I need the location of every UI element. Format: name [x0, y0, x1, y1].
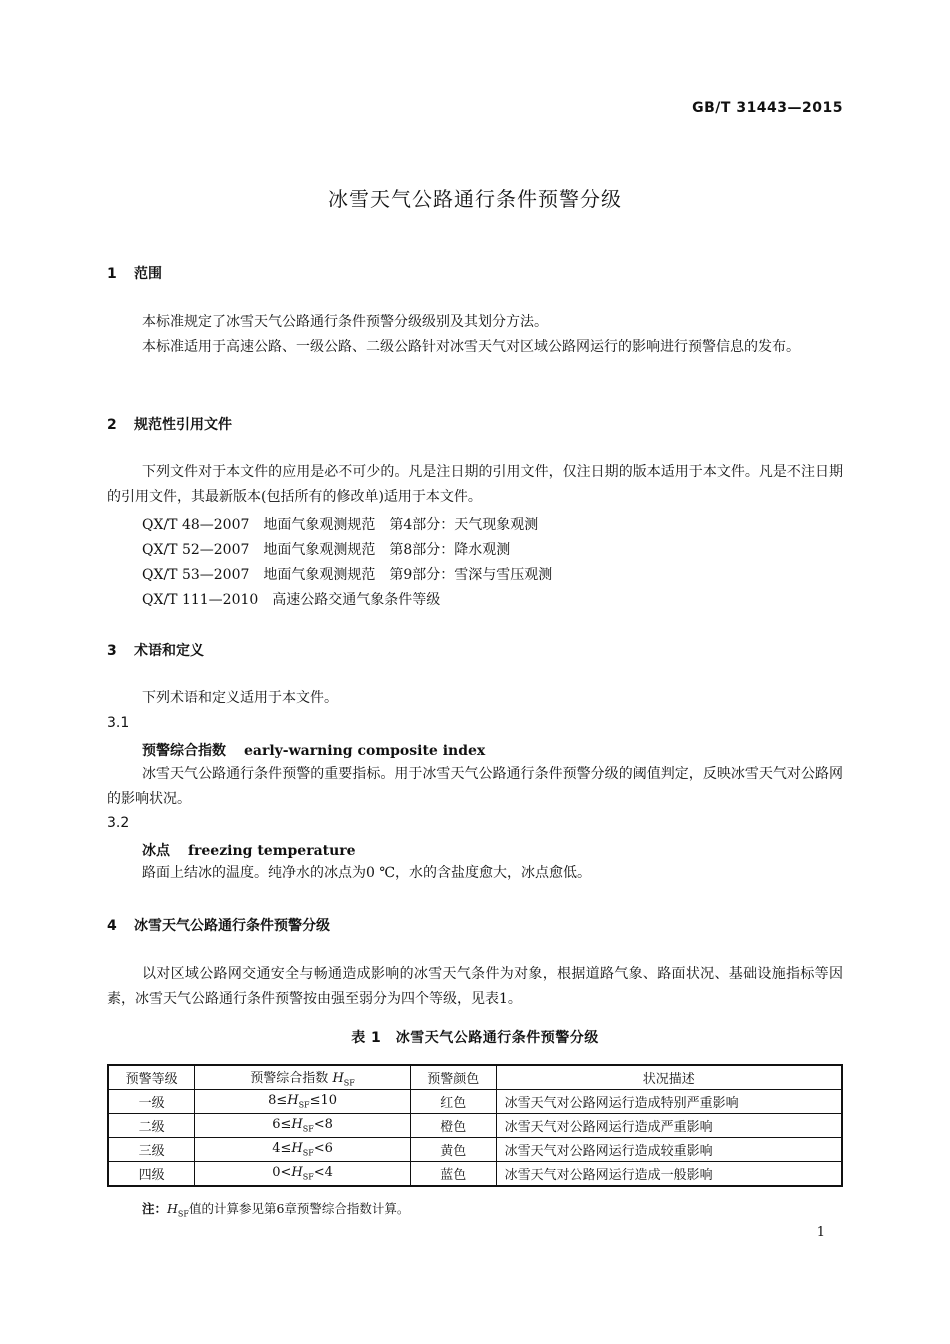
cell-index-range	[195, 1162, 411, 1187]
term-name	[142, 740, 485, 760]
header-color: 预警颜色	[410, 1065, 496, 1090]
variable-subscript: SF	[302, 1124, 314, 1134]
section-3-intro: 下列术语和定义适用于本文件。	[142, 690, 338, 706]
warning-grade-table	[107, 1064, 843, 1187]
section-2-paragraph: 下列文件对于本文件的应用是必不可少的。凡是注日期的引用文件，仅注日期的版本适用于本文件。凡是不注日期的引用文件，其最新版本(包括所有的修改单)适用于本文件。	[107, 464, 843, 505]
section-4-heading	[107, 915, 330, 935]
term-name-zh: 预警综合指数	[142, 743, 226, 759]
term-definition: 冰雪天气公路通行条件预警的重要指标。用于冰雪天气公路通行条件预警分级的阈值判定，反映冰雪天气对公路网的影响状况。	[107, 766, 843, 807]
table-caption: 表 1 冰雪天气公路通行条件预警分级	[351, 1030, 599, 1046]
cell-index-range	[195, 1138, 411, 1162]
reference-item: QX/T 111—2010 高速公路交通气象条件等级	[142, 592, 441, 608]
section-3-heading	[107, 640, 204, 660]
cell-color: 蓝色	[410, 1162, 496, 1187]
table-row	[108, 1114, 842, 1138]
cell-color: 红色	[410, 1090, 496, 1114]
reference-item: QX/T 48—2007 地面气象观测规范 第4部分：天气现象观测	[142, 517, 539, 533]
variable-subscript: SF	[298, 1100, 310, 1110]
variable-h: H	[287, 1093, 299, 1109]
header-index-label: 预警综合指数	[250, 1071, 333, 1087]
section-number: 4	[107, 918, 117, 934]
section-number: 2	[107, 417, 117, 433]
cell-color: 黄色	[410, 1138, 496, 1162]
section-number: 3	[107, 643, 117, 659]
term-number: 3.2	[107, 815, 130, 831]
term-name-en: early-warning composite index	[244, 743, 486, 759]
range-low: 8≤	[268, 1093, 288, 1109]
term-number: 3.1	[107, 715, 130, 731]
table-header-row	[108, 1065, 842, 1090]
range-low: 6≤	[272, 1117, 292, 1133]
section-title: 冰雪天气公路通行条件预警分级	[134, 918, 330, 934]
note-label: 注：	[142, 1201, 168, 1216]
variable-subscript: SF	[177, 1209, 189, 1219]
reference-item: QX/T 53—2007 地面气象观测规范 第9部分：雪深与雪压观测	[142, 567, 553, 583]
section-number: 1	[107, 266, 117, 282]
table-row	[108, 1162, 842, 1187]
section-4-paragraph: 以对区域公路网交通安全与畅通造成影响的冰雪天气条件为对象，根据道路气象、路面状况、基础设施指标等因素，冰雪天气公路通行条件预警按由强至弱分为四个等级，见表1。	[107, 966, 843, 1007]
cell-level: 一级	[108, 1090, 195, 1114]
header-desc: 状况描述	[496, 1065, 842, 1090]
variable-subscript: SF	[302, 1148, 314, 1158]
term-definition: 路面上结冰的温度。纯净水的冰点为0 ℃，水的含盐度愈大，冰点愈低。	[142, 865, 592, 881]
reference-item: QX/T 52—2007 地面气象观测规范 第8部分：降水观测	[142, 542, 511, 558]
variable-h: H	[291, 1165, 303, 1181]
section-title: 范围	[134, 266, 162, 282]
section-title: 规范性引用文件	[134, 417, 232, 433]
section-1-heading	[107, 263, 162, 283]
document-title: 冰雪天气公路通行条件预警分级	[328, 187, 622, 211]
section-1-paragraph-2: 本标准适用于高速公路、一级公路、二级公路针对冰雪天气对区域公路网运行的影响进行预警信息的发布。	[142, 339, 800, 355]
table-row	[108, 1090, 842, 1114]
cell-index-range	[195, 1090, 411, 1114]
table-note	[142, 1199, 409, 1219]
cell-level: 四级	[108, 1162, 195, 1187]
header-index	[195, 1065, 411, 1090]
cell-index-range	[195, 1114, 411, 1138]
cell-desc: 冰雪天气对公路网运行造成特别严重影响	[496, 1090, 842, 1114]
standard-code: GB/T 31443—2015	[692, 100, 843, 116]
cell-level: 二级	[108, 1114, 195, 1138]
table-row	[108, 1138, 842, 1162]
cell-desc: 冰雪天气对公路网运行造成较重影响	[496, 1138, 842, 1162]
page-number: 1	[816, 1225, 825, 1240]
term-name-en: freezing temperature	[188, 843, 356, 859]
cell-color: 橙色	[410, 1114, 496, 1138]
range-low: 4≤	[272, 1141, 292, 1157]
variable-h: H	[332, 1071, 344, 1087]
cell-level: 三级	[108, 1138, 195, 1162]
range-high: ≤10	[309, 1093, 338, 1109]
cell-desc: 冰雪天气对公路网运行造成一般影响	[496, 1162, 842, 1187]
variable-subscript: SF	[302, 1172, 314, 1182]
cell-desc: 冰雪天气对公路网运行造成严重影响	[496, 1114, 842, 1138]
note-text: 值的计算参见第6章预警综合指数计算。	[188, 1201, 410, 1216]
header-level: 预警等级	[108, 1065, 195, 1090]
variable-h: H	[291, 1117, 303, 1133]
range-high: <8	[313, 1117, 333, 1133]
variable-subscript: SF	[343, 1078, 355, 1088]
range-low: 0<	[272, 1165, 292, 1181]
range-high: <6	[313, 1141, 333, 1157]
variable-h: H	[167, 1201, 178, 1216]
term-name-zh: 冰点	[142, 843, 170, 859]
term-name	[142, 840, 356, 860]
variable-h: H	[291, 1141, 303, 1157]
section-title: 术语和定义	[134, 643, 204, 659]
range-high: <4	[313, 1165, 333, 1181]
section-2-heading	[107, 414, 232, 434]
section-1-paragraph-1: 本标准规定了冰雪天气公路通行条件预警分级级别及其划分方法。	[142, 314, 548, 330]
